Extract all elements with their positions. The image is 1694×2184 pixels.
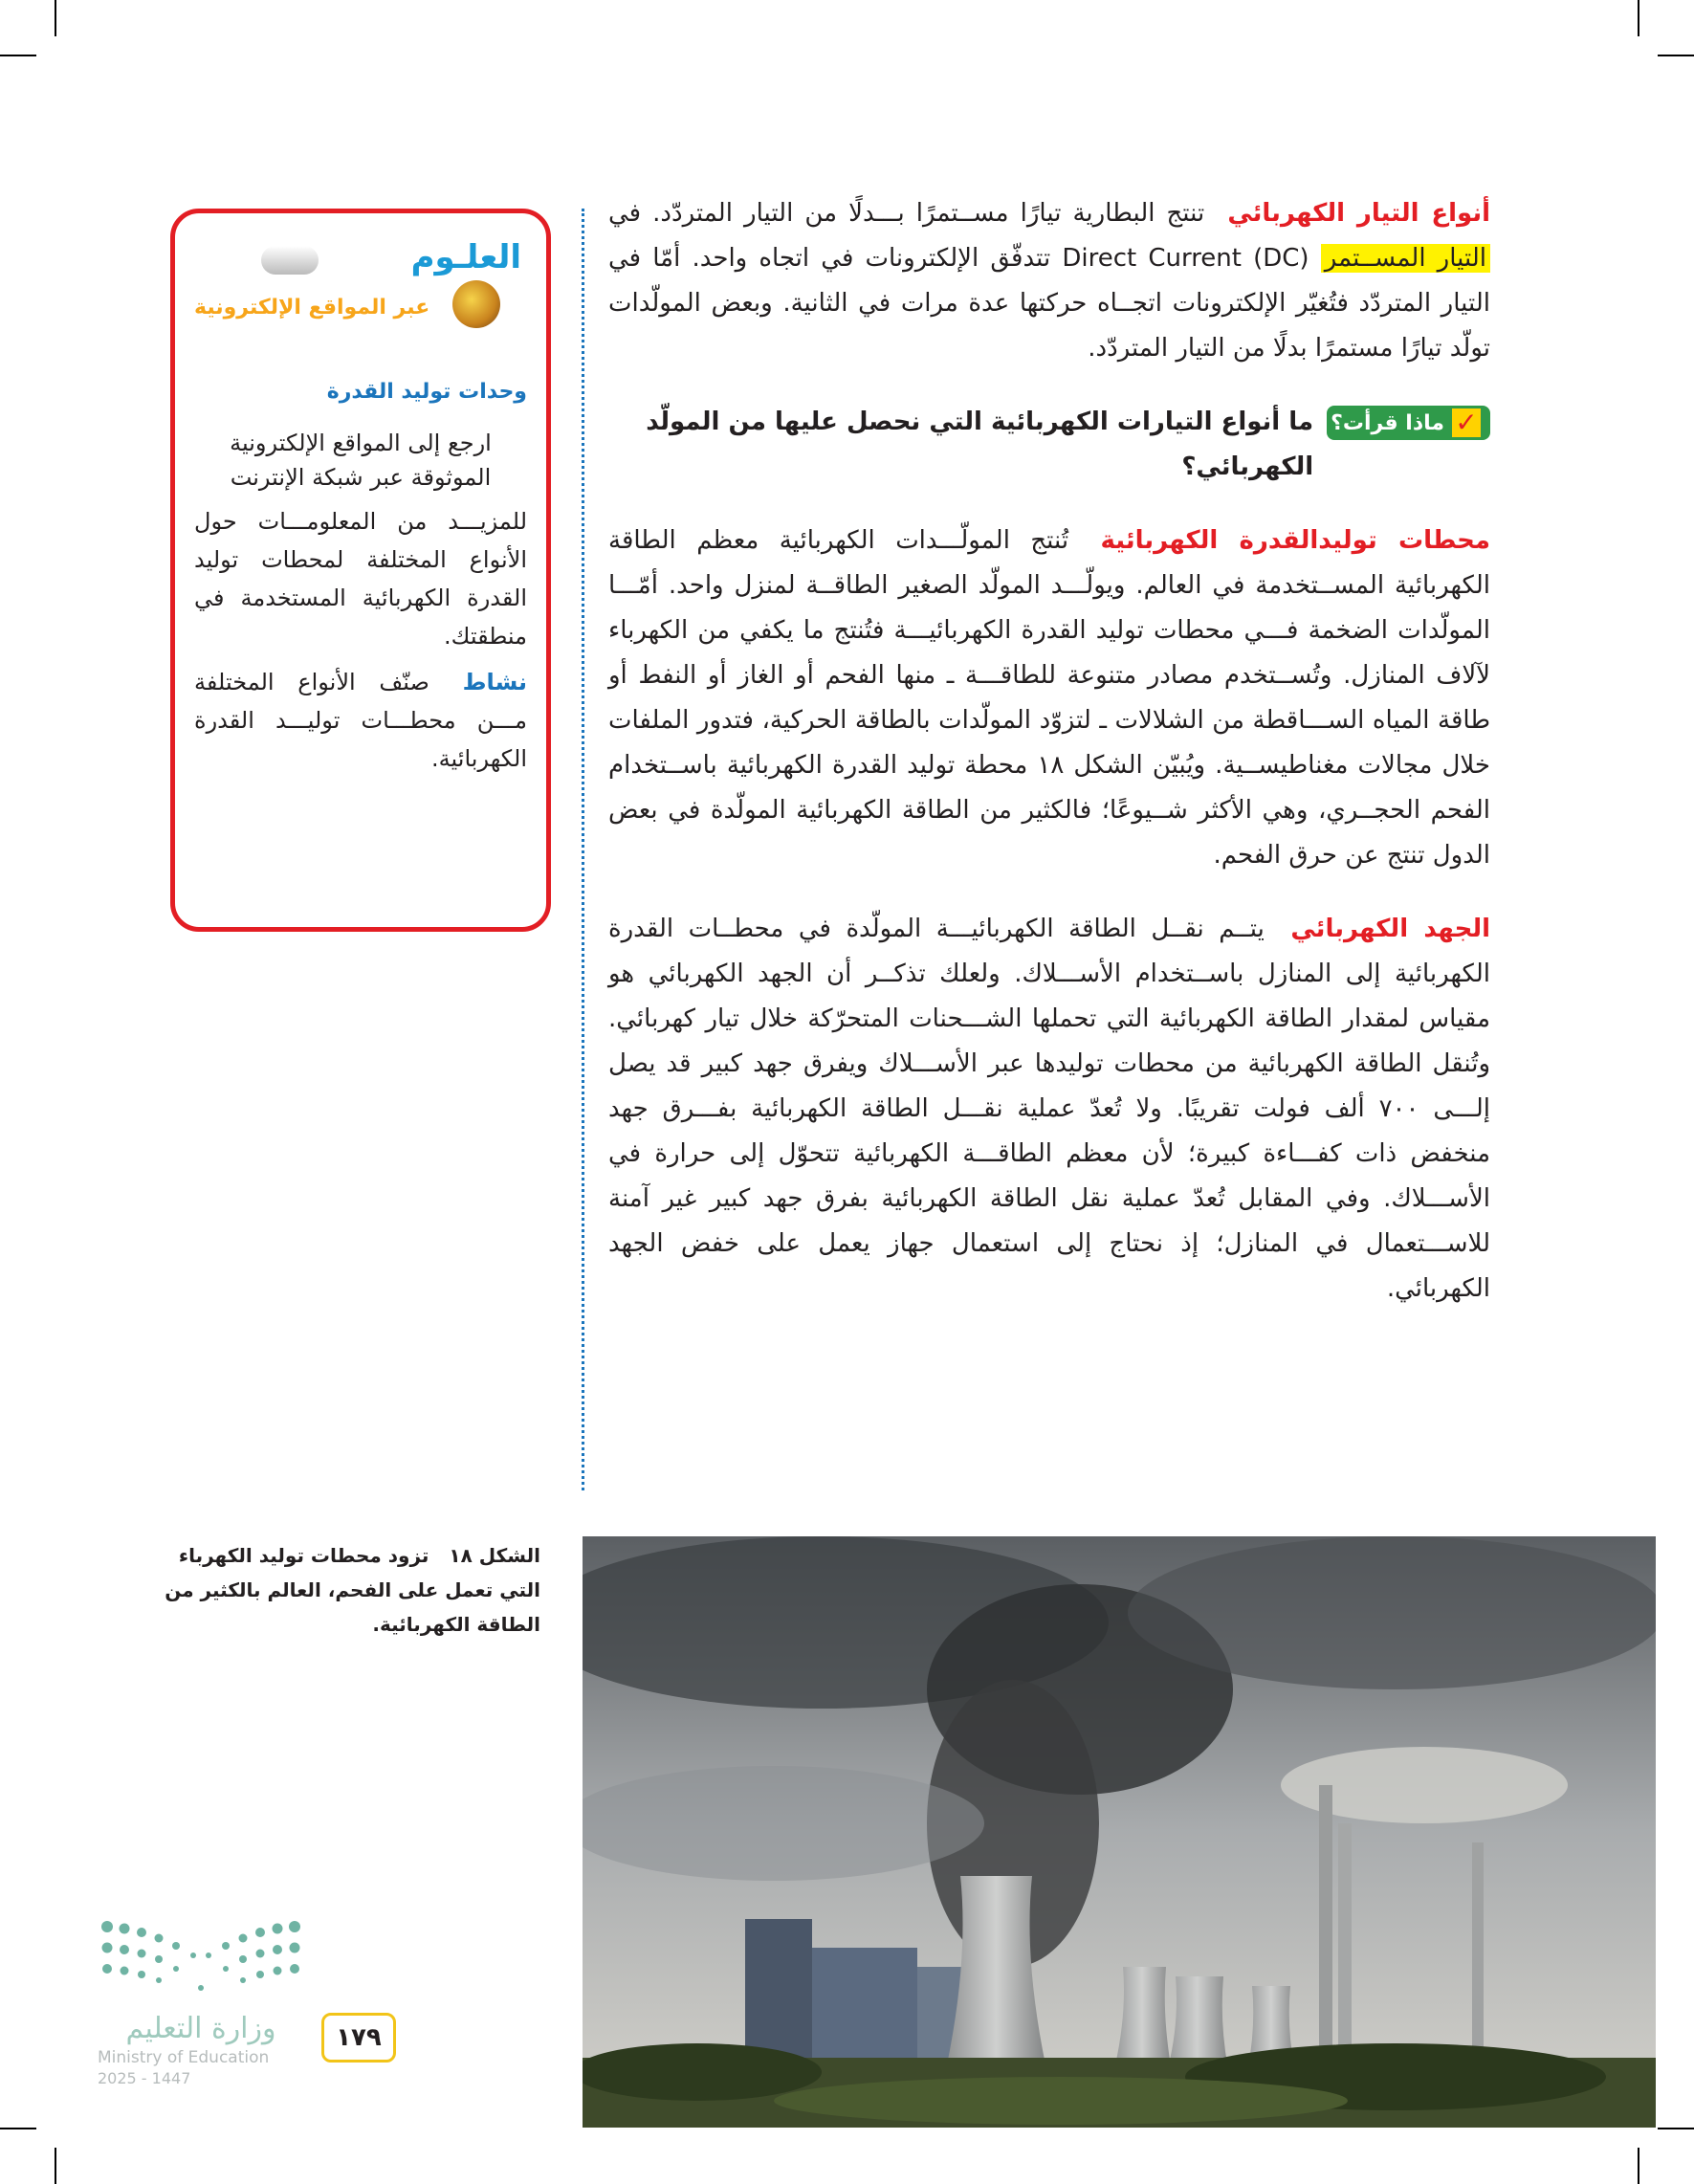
crop-mark (0, 2128, 36, 2129)
highlighted-term: التيار المســتمر (1321, 244, 1490, 273)
crop-mark (55, 0, 56, 36)
sidebar-heading: وحدات توليد القدرة (326, 380, 527, 404)
section-power-plants: محطات توليدالقدرة الكهربائية تُنتج المولّـــدات الكهربائية معظم الطاقة الكهربائية المســتخدمة في العالم. ويولّـــد المولّد الصغير الطاقــة لمنزل واحد. أمّـــا المولّدات الضخمة فـــي محطات توليد القدرة الكهربائيـــة فتُنتج ما يكفي من الكهرباء لآلاف المنازل. وتُســتخدم مصادر متنوعة للطاقـــة ـ منها الفحم أو الغاز أو النفط أو طاقة المياه الســـاقطة من الشلالات ـ لتزوّد المولّدات بالطاقة الحركية، فتدور الملفات خلال مجالات مغناطيســية. ويُبيّن الشكل ١٨ محطة توليد القدرة الكهربائية باســتخدام الفحم الحجــري، وهي الأكثر شــيوعًا؛ فالكثير من الطاقة الكهربائية المولّدة في بعض الدول تنتج عن حرق الفحم. (608, 526, 1491, 870)
sidebar-body: ارجع إلى المواقع الإلكترونية الموثوقة عبر شبكة الإنترنت للمزيـــد من المعلومـــات حول الأنواع المختلفة لمحطات توليد القدرة الكهربائية المستخدمة في منطقتك. نشاط صنّف الأنواع المختلفة مـــن محطـــات توليـــد القدرة الكهربائية. (194, 426, 527, 778)
academic-year: 2025 - 1447 (98, 2069, 191, 2087)
figure-label: الشكل ١٨ (449, 1544, 540, 1567)
section-heading: الجهد الكهربائي (1290, 915, 1490, 943)
question-text: ما أنواع التيارات الكهربائية التي نحصل عليها من المولّد الكهربائي؟ (646, 408, 1314, 481)
activity-label: نشاط (462, 669, 527, 695)
ministry-arabic-name: وزارة التعليم (125, 2012, 276, 2045)
reading-check-badge: ✓ ماذا قرأت؟ (1327, 406, 1490, 440)
coal-power-plant-photo (583, 1536, 1656, 2128)
crop-mark (1638, 0, 1639, 36)
checkmark-icon: ✓ (1452, 408, 1481, 437)
crop-mark (55, 2148, 56, 2184)
section-voltage: الجهد الكهربائي يتــم نقــل الطاقة الكهربائيـــة المولّدة في محطــات القدرة الكهربائية إلى المنازل باســتخدام الأســـلاك. ولعلك تذكــر أن الجهد الكهربائي هو مقياس لمقدار الطاقة الكهربائية التي تحملها الشـــحنات المتحرّكة خلال تيار كهربائي. وتُنقل الطاقة الكهربائية من محطات توليدها عبر الأســـلاك ويفرق جهد كبير قد يصل إلـــى ٧٠٠ ألف فولت تقريبًا. ولا تُعدّ عملية نقـــل الطاقة الكهربائية بفـــرق جهد منخفض ذات كفـــاءة كبيرة؛ لأن معظم الطاقـــة الكهربائية تتحوّل إلى حرارة في الأســـلاك. وفي المقابل تُعدّ عملية نقل الطاقة الكهربائية بفرق جهد كبير غير آمنة للاســـتعمال في المنازل؛ إذ نحتاج إلى استعمال جهاز يعمل على خفض الجهد الكهربائي. (608, 915, 1491, 1303)
globe-icon (452, 280, 500, 328)
crop-mark (1658, 2128, 1694, 2129)
main-column (608, 191, 1490, 1340)
ministry-english-name: Ministry of Education (98, 2048, 270, 2067)
computer-mouse-icon (261, 246, 319, 275)
figure-caption: الشكل ١٨ تزود محطات توليد الكهرباء التي تعمل على الفحم، العالم بالكثير من الطاقة الكهربائية. (165, 1544, 540, 1636)
crop-mark (0, 55, 36, 56)
column-divider (582, 209, 584, 1490)
crop-mark (1638, 2148, 1639, 2184)
section-current-types: أنواع التيار الكهربائي تنتج البطارية تيارًا مســتمرًا بـــدلًا من التيار المتردّد. في التيار المســتمر Direct Current (DC) تتدفّق الإلكترونات في اتجاه واحد. أمّا في التيار المتردّد فتُغيّر الإلكترونات اتجــاه حركتها عدة مرات في الثانية. وبعض المولّدات تولّد تيارًا مستمرًا بدلًا من التيار المتردّد. (608, 199, 1491, 363)
crop-mark (1658, 55, 1694, 56)
science-online-sidebar (170, 209, 551, 932)
sidebar-logo-title: العلـوم (410, 238, 521, 276)
page-number: ١٧٩ (321, 2013, 396, 2063)
reading-check (608, 400, 1490, 490)
sidebar-logo-subtitle: عبر المواقع الإلكترونية (194, 296, 430, 320)
ministry-of-education-logo (98, 1915, 304, 2087)
sidebar-body-text: للمزيـــد من المعلومـــات حول الأنواع المختلفة لمحطات توليد القدرة الكهربائية المستخدمة في منطقتك. (194, 508, 527, 650)
section-heading: محطات توليدالقدرة الكهربائية (1100, 526, 1490, 555)
section-heading: أنواع التيار الكهربائي (1227, 199, 1491, 228)
sidebar-activity: نشاط صنّف الأنواع المختلفة مـــن محطـــات توليـــد القدرة الكهربائية. (194, 669, 527, 772)
